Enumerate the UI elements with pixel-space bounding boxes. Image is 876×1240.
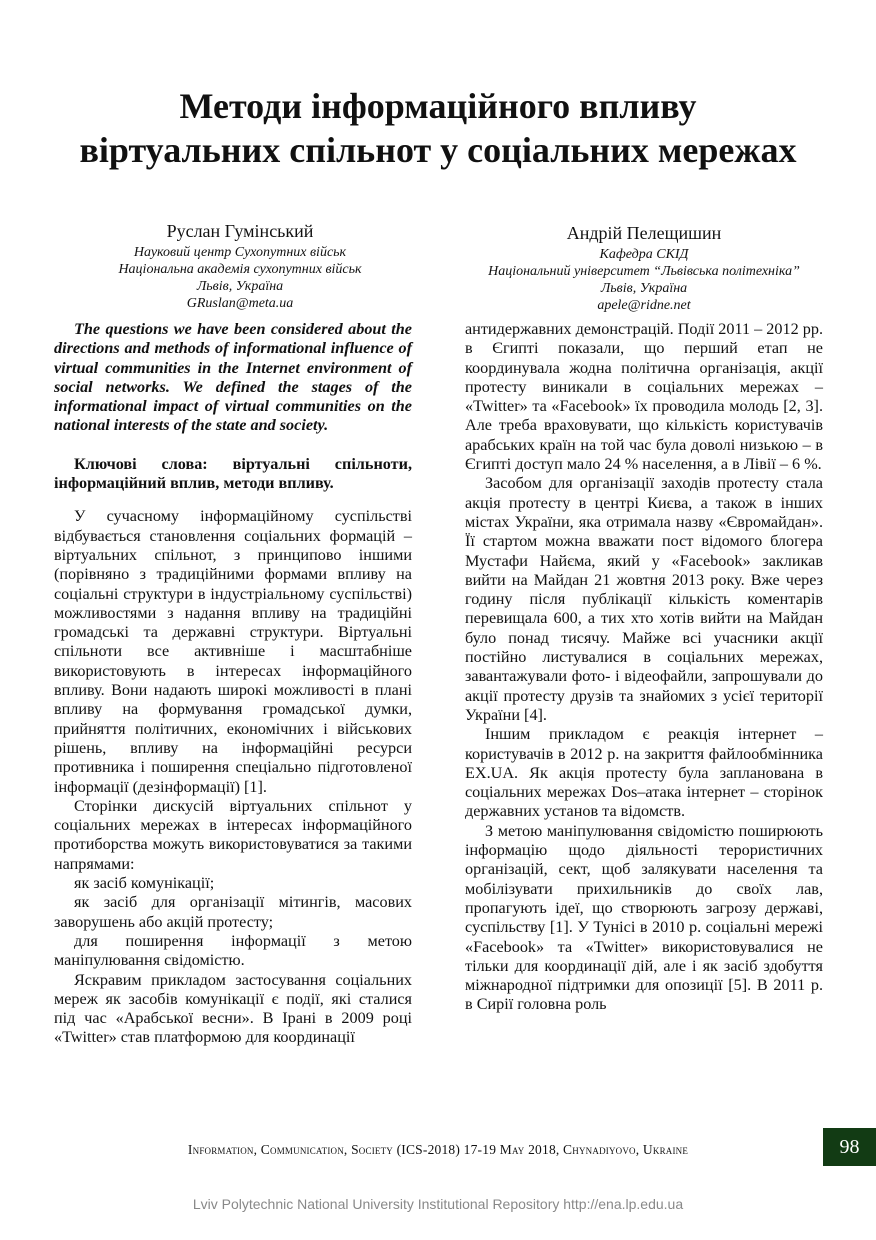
page-number: 98: [823, 1128, 876, 1166]
abstract: The questions we have been considered about the directions and methods of informational influence of virtual communities in the Internet environment of social networks. We defined the stages of the informational impact of virtual communities on the national interests of the state and society.: [54, 320, 412, 435]
repository-watermark: Lviv Polytechnic National University Institutional Repository http://ena.lp.edu.ua: [192, 1196, 684, 1212]
list-item: як засіб для організації мітингів, масових заворушень або акцій протесту;: [54, 893, 412, 931]
paragraph: Яскравим прикладом застосування соціальних мереж як засобів комунікації є події, які сталися під час «Арабської весни». В Ірані в 2009 році «Twitter» став платформою для координації: [54, 970, 412, 1047]
footer-text: I: [187, 1142, 193, 1157]
title-line-1: Методи інформаційного впливу: [179, 86, 697, 126]
footer-text: C: [260, 1142, 271, 1157]
paper-title: [0, 84, 876, 172]
author-city: Львів, Україна: [196, 279, 284, 294]
footer-text: (ICS-2018) 17-19: [393, 1142, 500, 1157]
author-block-1: [58, 220, 422, 312]
footer-text: 2018,: [524, 1142, 564, 1157]
footer-text: ommunication: [270, 1142, 344, 1157]
author-affiliation: Національний університет “Львівська політехніка”: [488, 264, 800, 279]
paragraph: Засобом для організації заходів протесту стала акція протесту в центрі Києва, а також в інших містах України, яка отримала назву «Євромайдан». Її стартом можна вважати пост відомого блогера Мустафи Найєма, який у «Facebook» закликав вийти на Майдан 21 жовтня 2013 року. Вже через годину після публікації кількість коментарів перевищала 600, а тих хто хотів вийти на Майдан було понад тисячу. Майже всі учасники акції постійно листувалися в соціальних мережах, завантажували фото- і відеофайли, запрошували до акції протесту друзів та знайомих з усієї території України [4].: [465, 474, 823, 724]
author-affiliation: Кафедра СКІД: [599, 247, 689, 262]
paragraph: антидержавних демонстрацій. Події 2011 – 2012 рр. в Єгипті показали, що перший етап не координувала жодна політична організація, акції протесту виникали в соціальних мережах – «Twitter» та «Facebook» їх проводила молодь [2, 3]. Але треба враховувати, що кількість користувачів арабських країн на той час була доволі низькою – в Єгипті доступ мало 24 % населення, а в Лівії – 6 %.: [465, 320, 823, 474]
author-affiliation: Науковий центр Сухопутних військ: [133, 245, 347, 260]
footer-text: kraine: [652, 1142, 689, 1157]
author-block-2: [463, 222, 825, 314]
author-city: Львів, Україна: [600, 281, 688, 296]
footer-text: S: [351, 1142, 359, 1157]
paragraph: У сучасному інформаційному суспільстві відбувається становлення соціальних формацій – віртуальних спільнот, з принципово іншими (порівняно з традиційними формами впливу на соціальні структури в індустріальному суспільстві) можливостями з надання впливу на традиційні громадські та державні структури. Віртуальні спільноти все активніше і масштабніше використовують в інтересах інформаційного впливу. Вони надають широкі можливості в плані впливу на формування громадської думки, прийняття політичних, економічних і військових рішень, впливу на інформаційні ресурси противника і поширення спеціально підготовленої інформації (дезінформації) [1].: [54, 507, 412, 796]
author-email: GRuslan@meta.ua: [186, 296, 294, 311]
footer-text: ay: [511, 1142, 525, 1157]
footer-text: nformation: [192, 1142, 254, 1157]
footer-text: U: [642, 1142, 653, 1157]
footer-text: C: [563, 1142, 573, 1157]
paragraph: Сторінки дискусій віртуальних спільнот у соціальних мережах в інтересах інформаційного протиборства можуть використовуватися за такими напрямами:: [54, 796, 412, 873]
footer-text: hynadiyovo: [572, 1142, 636, 1157]
footer-text: M: [499, 1142, 512, 1157]
author-name: Руслан Гумінський: [166, 221, 314, 241]
footer-text: ociety: [358, 1142, 393, 1157]
list-item: для поширення інформації з метою маніпулювання свідомістю.: [54, 931, 412, 970]
left-column: [54, 320, 412, 1048]
author-name: Андрій Пелещишин: [566, 223, 722, 243]
paragraph: Іншим прикладом є реакція інтернет – користувачів в 2012 р. на закриття файлообмінника EX.UA. Як акція протесту була запланована в соціальних мережах Dos–атака інтернет – сторінок державних установ та відомств.: [465, 725, 823, 821]
conference-footer: Information, Communication, Society (ICS-2018) 17-19 May 2018, Chynadiyovo, Ukraine: [187, 1142, 689, 1157]
author-affiliation: Національна академія сухопутних військ: [118, 262, 362, 277]
paragraph: З метою маніпулювання свідомістю поширюють інформацію щодо діяльності терористичних організацій, сект, щоб залякувати населення та мобілізувати прихильників до своїх лав, пропагують ідеї, що створюють загрозу державі, суспільству [1]. У Тунісі в 2010 р. соціальні мережі «Facebook» та «Twitter» використовувалися не тільки для координації дій, але і як засіб здобуття міжнародної підтримки для опозиції [5]. В 2011 р. в Сирії головна роль: [465, 821, 823, 1014]
list-item: як засіб комунікації;: [74, 874, 215, 893]
author-email: apele@ridne.net: [597, 298, 691, 313]
right-column: [465, 320, 823, 1015]
title-line-2: віртуальних спільнот у соціальних мережах: [79, 130, 797, 170]
keywords: Ключові слова: віртуальні спільноти, інформаційний вплив, методи впливу.: [54, 454, 412, 493]
